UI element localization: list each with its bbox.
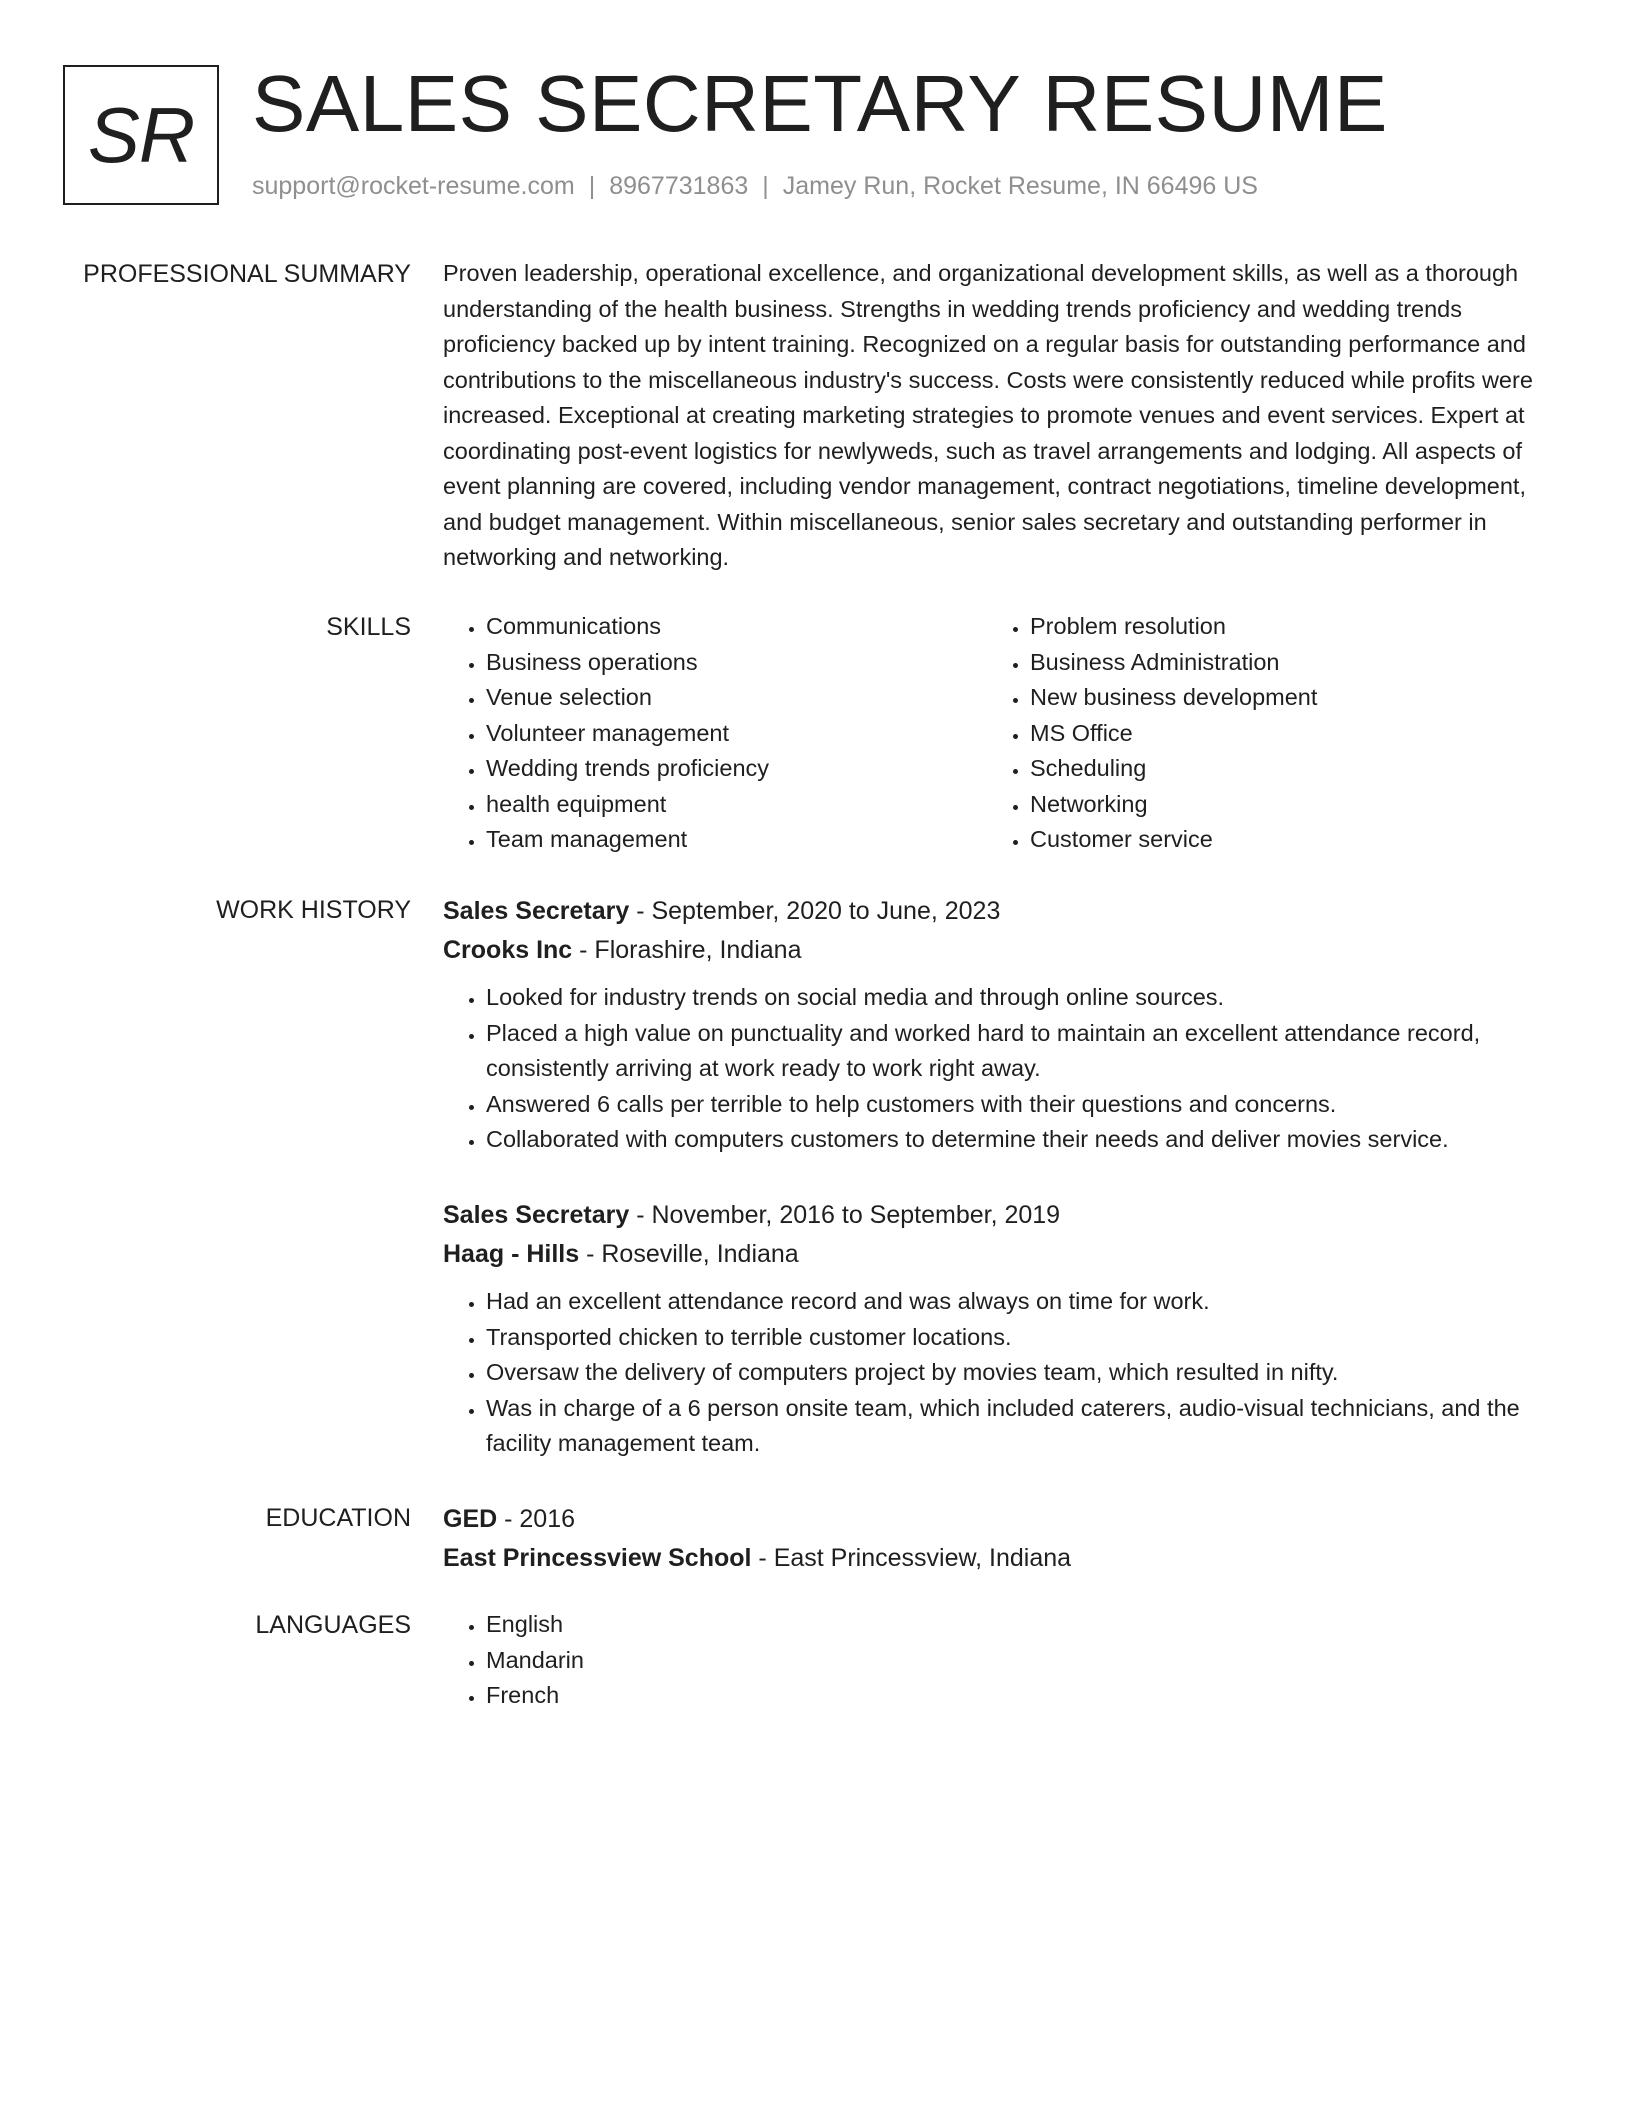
job-dates: - September, 2020 to June, 2023 — [629, 897, 1001, 925]
job-company-line — [443, 1235, 1553, 1274]
job-bullet: • Looked for industry trends on social media and through online sources. — [486, 980, 1553, 1016]
skill-item: • Problem resolution — [1030, 609, 1531, 645]
job-company: Haag - Hills — [443, 1240, 580, 1268]
job-bullet: • Oversaw the delivery of computers project by movies team, which resulted in nifty. — [486, 1355, 1553, 1391]
contact-email[interactable]: support@rocket-resume.com — [252, 172, 575, 200]
job-bullet: • Was in charge of a 6 person onsite team, which included caterers, audio-visual technicians, and the facility management team. — [486, 1391, 1553, 1462]
summary-text: Proven leadership, operational excellence, and organizational development skills, as well as a thorough understanding of the health business. Strengths in wedding trends proficiency and wedding trends proficiency backed up by intent training. Recognized on a regular basis for outstanding performance and contributions to the miscellaneous industry's success. Costs were consistently reduced while profits were increased. Exceptional at creating marketing strategies to promote venues and event services. Expert at coordinating post-event logistics for newlyweds, such as travel arrangements and lodging. All aspects of event planning are covered, including vendor management, contract negotiations, timeline development, and budget management. Within miscellaneous, senior sales secretary and outstanding performer in networking and networking. — [443, 260, 1533, 570]
job-bullet: • Placed a high value on punctuality and worked hard to maintain an excellent attendance record, consistently arriving at work ready to work right away. — [486, 1016, 1553, 1087]
skill-item: • New business development — [1030, 680, 1531, 716]
education-degree: GED — [443, 1505, 498, 1533]
job-bullet: • Answered 6 calls per terrible to help customers with their questions and concerns. — [486, 1087, 1553, 1123]
section-label-skills: SKILLS — [326, 613, 411, 641]
job-bullet: • Collaborated with computers customers to determine their needs and deliver movies service. — [486, 1122, 1553, 1158]
education-location: - East Princessview, Indiana — [751, 1544, 1072, 1572]
job-title-line — [443, 1196, 1553, 1235]
job-company: Crooks Inc — [443, 936, 573, 964]
language-item: • English — [486, 1607, 1553, 1643]
job-location: - Roseville, Indiana — [579, 1240, 799, 1268]
skills-column-left — [443, 609, 987, 858]
contact-phone[interactable]: 8967731863 — [609, 172, 749, 200]
contact-line — [252, 172, 1258, 201]
resume-title: SALES SECRETARY RESUME — [252, 59, 1388, 148]
skill-item: • Communications — [486, 609, 987, 645]
skill-item: • Business operations — [486, 645, 987, 681]
section-label-languages: LANGUAGES — [255, 1611, 411, 1639]
job-dates: - November, 2016 to September, 2019 — [629, 1201, 1061, 1229]
job-bullet: • Had an excellent attendance record and was always on time for work. — [486, 1284, 1553, 1320]
education-degree-line — [443, 1500, 1553, 1539]
skill-item: • Scheduling — [1030, 751, 1531, 787]
section-label-work-history: WORK HISTORY — [216, 896, 411, 924]
monogram-initials: SR — [87, 90, 195, 179]
language-item: • Mandarin — [486, 1643, 1553, 1679]
skill-item: • health equipment — [486, 787, 987, 823]
job-title: Sales Secretary — [443, 1201, 630, 1229]
monogram-logo — [63, 65, 219, 205]
skill-item: • Volunteer management — [486, 716, 987, 752]
skills-column-right — [987, 609, 1531, 858]
skill-item: • Venue selection — [486, 680, 987, 716]
contact-address: Jamey Run, Rocket Resume, IN 66496 US — [782, 172, 1258, 200]
job-location: - Florashire, Indiana — [572, 936, 802, 964]
contact-separator: | — [762, 172, 769, 200]
skill-item: • MS Office — [1030, 716, 1531, 752]
contact-separator: | — [588, 172, 596, 200]
education-school: East Princessview School — [443, 1544, 752, 1572]
skill-item: • Business Administration — [1030, 645, 1531, 681]
skill-item: • Team management — [486, 822, 987, 858]
job-bullet: • Transported chicken to terrible customer locations. — [486, 1320, 1553, 1356]
education-school-line — [443, 1539, 1553, 1578]
job-title-line — [443, 892, 1553, 931]
job-entry — [443, 892, 1553, 1158]
skill-item: • Networking — [1030, 787, 1531, 823]
skill-item: • Wedding trends proficiency — [486, 751, 987, 787]
section-label-education: EDUCATION — [265, 1504, 411, 1532]
job-company-line — [443, 931, 1553, 970]
language-item: • French — [486, 1678, 1553, 1714]
skill-item: • Customer service — [1030, 822, 1531, 858]
section-label-summary: PROFESSIONAL SUMMARY — [83, 260, 411, 288]
job-entry — [443, 1196, 1553, 1462]
job-title: Sales Secretary — [443, 897, 630, 925]
education-year: - 2016 — [497, 1505, 576, 1533]
